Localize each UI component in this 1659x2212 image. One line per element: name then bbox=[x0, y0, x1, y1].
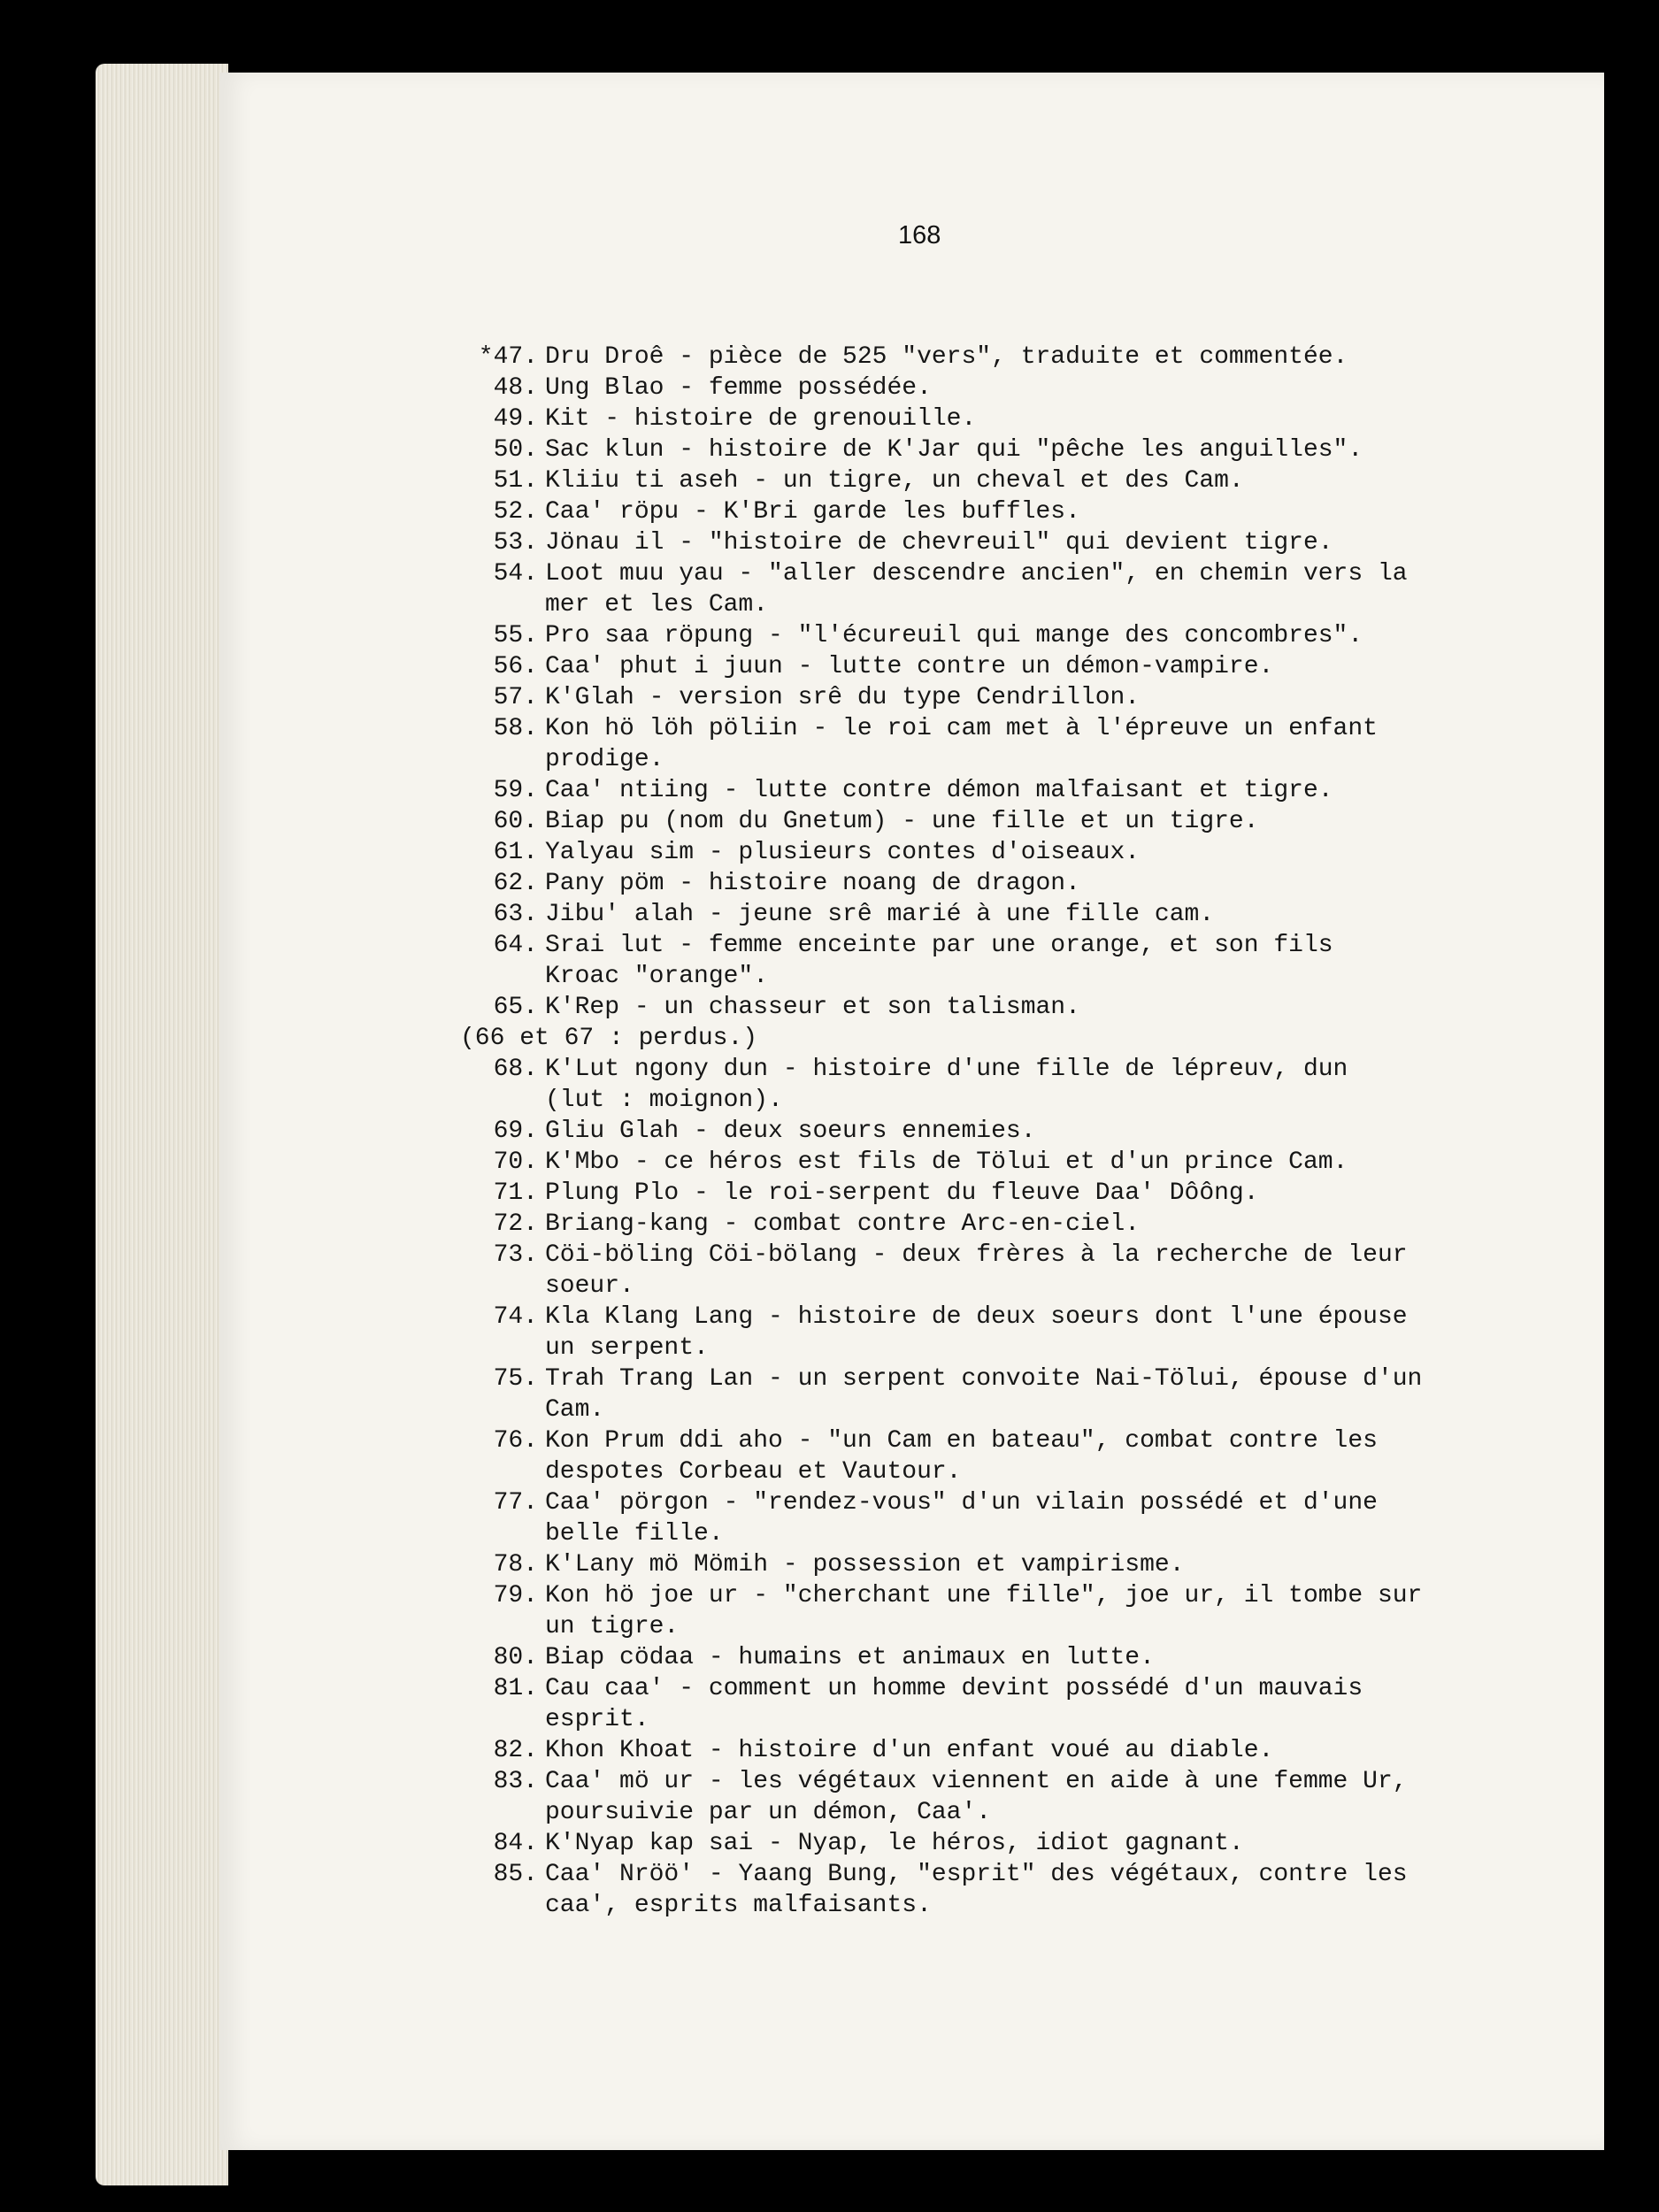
entry-text bbox=[545, 1766, 1504, 1828]
entry-text bbox=[545, 1209, 1504, 1240]
list-item bbox=[460, 992, 1504, 1023]
list-item bbox=[460, 434, 1504, 465]
entry-line: (lut : moignon). bbox=[545, 1087, 783, 1114]
entry-text bbox=[545, 806, 1504, 837]
list-item bbox=[460, 930, 1504, 992]
list-item bbox=[460, 1859, 1504, 1921]
entry-number: 68. bbox=[493, 1056, 538, 1083]
page-edges bbox=[96, 64, 228, 2185]
entry-line: Biap cödaa - humains et animaux en lutte. bbox=[545, 1644, 1155, 1671]
entry-line: Khon Khoat - histoire d'un enfant voué au diable. bbox=[545, 1737, 1274, 1764]
entry-line: soeur. bbox=[545, 1272, 634, 1300]
entry-line: Srai lut - femme enceinte par une orange, et son fils bbox=[545, 932, 1333, 959]
entry-number: 73. bbox=[493, 1241, 538, 1269]
entry-list bbox=[460, 342, 1504, 1921]
entry-number: 83. bbox=[493, 1768, 538, 1795]
entry-number: 59. bbox=[493, 777, 538, 804]
entry-text bbox=[545, 899, 1504, 930]
entry-number: 62. bbox=[493, 870, 538, 897]
entry-number: 54. bbox=[493, 560, 538, 588]
entry-number: 72. bbox=[493, 1210, 538, 1238]
entry-line: Pro saa röpung - "l'écureuil qui mange des concombres". bbox=[545, 622, 1363, 649]
entry-text bbox=[545, 1487, 1504, 1549]
entry-text bbox=[545, 868, 1504, 899]
list-item bbox=[460, 1178, 1504, 1209]
entry-line: K'Glah - version srê du type Cendrillon. bbox=[545, 684, 1141, 711]
entry-line: Kon hö löh pöliin - le roi cam met à l'épreuve un enfant bbox=[545, 715, 1378, 742]
entry-line: poursuivie par un démon, Caa'. bbox=[545, 1799, 992, 1826]
list-item bbox=[460, 1549, 1504, 1580]
list-item bbox=[460, 1487, 1504, 1549]
entry-number: 63. bbox=[493, 901, 538, 928]
entry-text bbox=[545, 465, 1504, 496]
entry-text bbox=[545, 930, 1504, 992]
entry-text bbox=[545, 992, 1504, 1023]
entry-text bbox=[545, 1828, 1504, 1859]
list-item bbox=[460, 1116, 1504, 1147]
entry-text bbox=[545, 1116, 1504, 1147]
entry-number: 75. bbox=[493, 1365, 538, 1393]
entry-number: 57. bbox=[493, 684, 538, 711]
list-item bbox=[460, 1363, 1504, 1425]
entry-text bbox=[545, 1147, 1504, 1178]
list-item bbox=[460, 775, 1504, 806]
entry-text bbox=[545, 651, 1504, 682]
list-item bbox=[460, 373, 1504, 403]
entry-text bbox=[545, 775, 1504, 806]
entry-text bbox=[545, 1302, 1504, 1363]
entry-number: *47. bbox=[478, 343, 538, 371]
entry-number: 84. bbox=[493, 1830, 538, 1857]
entry-line: Caa' röpu - K'Bri garde les buffles. bbox=[545, 498, 1080, 526]
entry-number: 55. bbox=[493, 622, 538, 649]
entry-number: 79. bbox=[493, 1582, 538, 1609]
entry-line: Kit - histoire de grenouille. bbox=[545, 405, 977, 433]
entry-number: 50. bbox=[493, 436, 538, 464]
entry-number: 81. bbox=[493, 1675, 538, 1702]
entry-text bbox=[545, 1240, 1504, 1302]
entry-line: K'Nyap kap sai - Nyap, le héros, idiot gagnant. bbox=[545, 1830, 1244, 1857]
entry-number: 70. bbox=[493, 1148, 538, 1176]
entry-line: Kla Klang Lang - histoire de deux soeurs dont l'une épouse bbox=[545, 1303, 1408, 1331]
entry-line: Caa' mö ur - les végétaux viennent en aide à une femme Ur, bbox=[545, 1768, 1408, 1795]
entry-line: caa', esprits malfaisants. bbox=[545, 1892, 932, 1919]
list-item bbox=[460, 1642, 1504, 1673]
entry-line: un serpent. bbox=[545, 1334, 709, 1362]
entry-line: Kroac "orange". bbox=[545, 963, 769, 990]
entry-line: Gliu Glah - deux soeurs ennemies. bbox=[545, 1118, 1036, 1145]
entry-line: Kon hö joe ur - "cherchant une fille", joe ur, il tombe sur bbox=[545, 1582, 1423, 1609]
entry-line: Biap pu (nom du Gnetum) - une fille et un tigre. bbox=[545, 808, 1259, 835]
entry-number: 64. bbox=[493, 932, 538, 959]
list-item bbox=[460, 868, 1504, 899]
entry-text bbox=[545, 682, 1504, 713]
entry-text bbox=[545, 1735, 1504, 1766]
list-item bbox=[460, 1054, 1504, 1116]
list-item bbox=[460, 465, 1504, 496]
list-item bbox=[460, 899, 1504, 930]
list-item bbox=[460, 403, 1504, 434]
entry-line: Trah Trang Lan - un serpent convoite Nai-Tölui, épouse d'un bbox=[545, 1365, 1423, 1393]
entry-line: mer et les Cam. bbox=[545, 591, 769, 618]
entry-text bbox=[545, 837, 1504, 868]
entry-text bbox=[545, 1642, 1504, 1673]
list-item bbox=[460, 1023, 1504, 1054]
entry-number: 80. bbox=[493, 1644, 538, 1671]
entry-text bbox=[545, 1178, 1504, 1209]
entry-line: Caa' Nröö' - Yaang Bung, "esprit" des végétaux, contre les bbox=[545, 1861, 1408, 1888]
entry-number: 61. bbox=[493, 839, 538, 866]
entry-line: Cöi-böling Cöi-bölang - deux frères à la recherche de leur bbox=[545, 1241, 1408, 1269]
entry-line: Briang-kang - combat contre Arc-en-ciel. bbox=[545, 1210, 1141, 1238]
entry-text bbox=[545, 527, 1504, 558]
entry-number: 69. bbox=[493, 1118, 538, 1145]
entry-text bbox=[545, 620, 1504, 651]
entry-line: (66 et 67 : perdus.) bbox=[460, 1025, 758, 1052]
entry-line: belle fille. bbox=[545, 1520, 724, 1548]
entry-number: 49. bbox=[493, 405, 538, 433]
list-item bbox=[460, 651, 1504, 682]
list-item bbox=[460, 1673, 1504, 1735]
entry-text bbox=[545, 1054, 1504, 1116]
list-item bbox=[460, 620, 1504, 651]
entry-line: Loot muu yau - "aller descendre ancien", en chemin vers la bbox=[545, 560, 1408, 588]
list-item bbox=[460, 342, 1504, 373]
entry-number: 60. bbox=[493, 808, 538, 835]
list-item bbox=[460, 527, 1504, 558]
list-item bbox=[460, 1580, 1504, 1642]
entry-number: 65. bbox=[493, 994, 538, 1021]
entry-number: 58. bbox=[493, 715, 538, 742]
entry-number: 76. bbox=[493, 1427, 538, 1455]
entry-text bbox=[545, 496, 1504, 527]
list-item bbox=[460, 713, 1504, 775]
entry-line: K'Mbo - ce héros est fils de Tölui et d'un prince Cam. bbox=[545, 1148, 1348, 1176]
entry-number: 85. bbox=[493, 1861, 538, 1888]
entry-number: 74. bbox=[493, 1303, 538, 1331]
entry-text bbox=[545, 1673, 1504, 1735]
list-item bbox=[460, 682, 1504, 713]
entry-line: K'Rep - un chasseur et son talisman. bbox=[545, 994, 1080, 1021]
entry-line: esprit. bbox=[545, 1706, 649, 1733]
list-item bbox=[460, 1302, 1504, 1363]
entry-number: 82. bbox=[493, 1737, 538, 1764]
entry-number: 48. bbox=[493, 374, 538, 402]
list-item bbox=[460, 1735, 1504, 1766]
entry-line: Plung Plo - le roi-serpent du fleuve Daa' Dôông. bbox=[545, 1179, 1259, 1207]
entry-number: 53. bbox=[493, 529, 538, 557]
entry-line: Caa' ntiing - lutte contre démon malfaisant et tigre. bbox=[545, 777, 1333, 804]
entry-line: Caa' pörgon - "rendez-vous" d'un vilain possédé et d'une bbox=[545, 1489, 1378, 1517]
list-item bbox=[460, 1766, 1504, 1828]
entry-line: un tigre. bbox=[545, 1613, 680, 1640]
entry-number: 56. bbox=[493, 653, 538, 680]
entry-text bbox=[460, 1023, 1504, 1054]
entry-line: K'Lany mö Mömih - possession et vampirisme. bbox=[545, 1551, 1185, 1578]
list-item bbox=[460, 806, 1504, 837]
entry-text bbox=[545, 1580, 1504, 1642]
entry-text bbox=[545, 1859, 1504, 1921]
list-item bbox=[460, 837, 1504, 868]
entry-line: Jibu' alah - jeune srê marié à une fille cam. bbox=[545, 901, 1215, 928]
entry-line: K'Lut ngony dun - histoire d'une fille de lépreuv, dun bbox=[545, 1056, 1348, 1083]
entry-text bbox=[545, 434, 1504, 465]
entry-line: Yalyau sim - plusieurs contes d'oiseaux. bbox=[545, 839, 1141, 866]
entry-line: Dru Droê - pièce de 525 "vers", traduite et commentée. bbox=[545, 343, 1348, 371]
entry-number: 77. bbox=[493, 1489, 538, 1517]
entry-text bbox=[545, 1425, 1504, 1487]
entry-text bbox=[545, 558, 1504, 620]
list-item bbox=[460, 558, 1504, 620]
entry-text bbox=[545, 342, 1504, 373]
entry-line: Sac klun - histoire de K'Jar qui "pêche les anguilles". bbox=[545, 436, 1363, 464]
entry-line: Kon Prum ddi aho - "un Cam en bateau", combat contre les bbox=[545, 1427, 1378, 1455]
entry-line: Pany pöm - histoire noang de dragon. bbox=[545, 870, 1080, 897]
entry-line: Cau caa' - comment un homme devint possédé d'un mauvais bbox=[545, 1675, 1363, 1702]
entry-number: 51. bbox=[493, 467, 538, 495]
list-item bbox=[460, 1425, 1504, 1487]
entry-text bbox=[545, 403, 1504, 434]
entry-number: 71. bbox=[493, 1179, 538, 1207]
list-item bbox=[460, 1147, 1504, 1178]
entry-line: Ung Blao - femme possédée. bbox=[545, 374, 932, 402]
entry-line: Jönau il - "histoire de chevreuil" qui devient tigre. bbox=[545, 529, 1333, 557]
entry-text bbox=[545, 1363, 1504, 1425]
entry-line: Kliiu ti aseh - un tigre, un cheval et des Cam. bbox=[545, 467, 1244, 495]
entry-line: despotes Corbeau et Vautour. bbox=[545, 1458, 962, 1486]
list-item bbox=[460, 1828, 1504, 1859]
entry-text bbox=[545, 373, 1504, 403]
entry-number: 52. bbox=[493, 498, 538, 526]
entry-line: Caa' phut i juun - lutte contre un démon-vampire. bbox=[545, 653, 1274, 680]
list-item bbox=[460, 1209, 1504, 1240]
list-item bbox=[460, 496, 1504, 527]
entry-number: 78. bbox=[493, 1551, 538, 1578]
page-number: 168 bbox=[898, 221, 941, 250]
entry-line: Cam. bbox=[545, 1396, 605, 1424]
entry-text bbox=[545, 713, 1504, 775]
entry-text bbox=[545, 1549, 1504, 1580]
list-item bbox=[460, 1240, 1504, 1302]
entry-line: prodige. bbox=[545, 746, 664, 773]
